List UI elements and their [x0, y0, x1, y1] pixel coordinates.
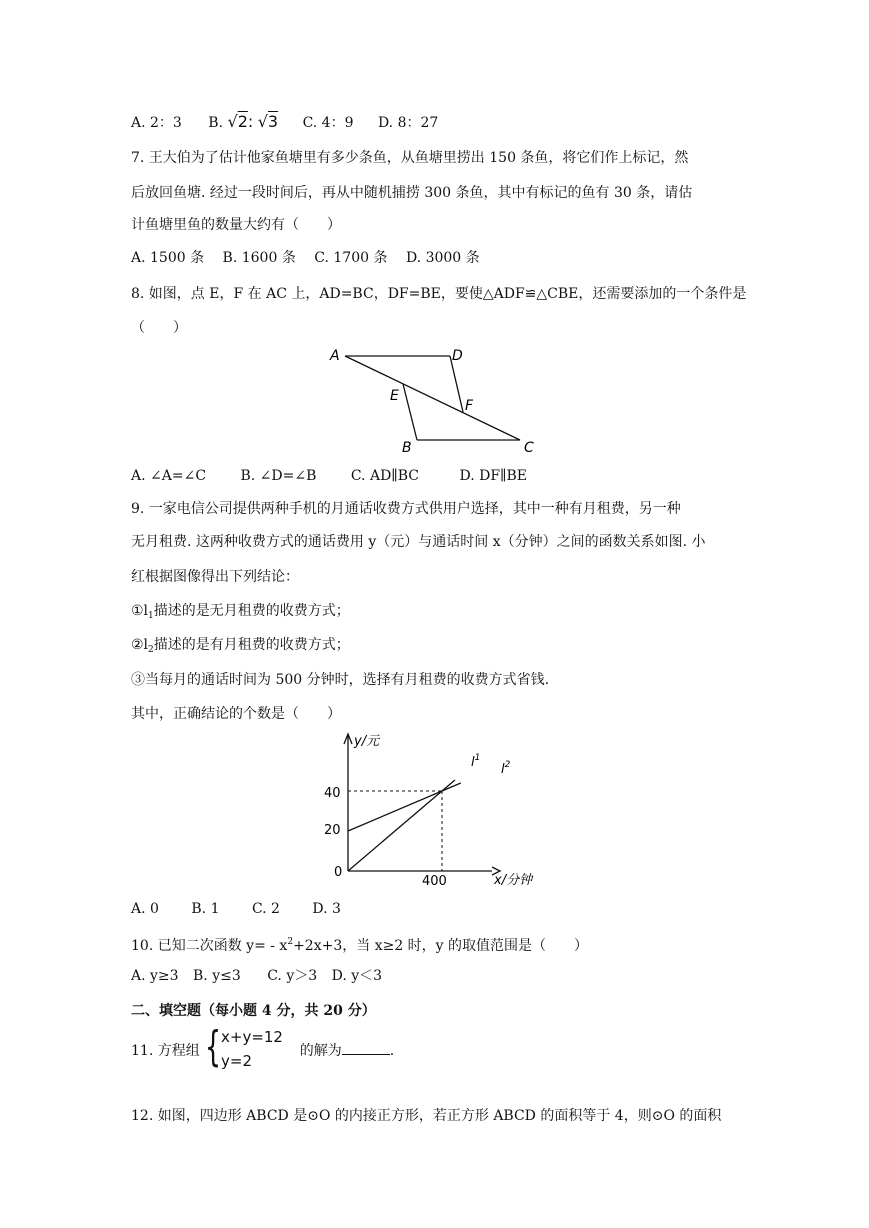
q8-line-1: 8. 如图，点 E，F 在 AC 上，AD=BC，DF=BE，要使△ADF≌△CBE，还需要添加的一个条件是: [131, 286, 747, 302]
y-tick-40: 40: [324, 786, 341, 801]
q11-stem: 11. 方程组 的解为 .: [131, 1040, 394, 1061]
q8-option-b: B. ∠D=∠B: [240, 468, 317, 484]
q9-conclusion-3: ③当每月的通话时间为 500 分钟时，选择有月租费的收费方式省钱.: [131, 672, 550, 688]
line-ac: [345, 356, 520, 440]
q9-conclusion-1: $①l_1$描述的是无月租费的收费方式；: [131, 603, 350, 621]
series-label-l2: $l^2$: [501, 760, 511, 777]
y-axis-label: y/元: [354, 734, 380, 749]
y-tick-20: 20: [324, 823, 341, 838]
q6-option-c: C. 4：9: [302, 115, 354, 131]
q9-option-c: C. 2: [251, 901, 280, 917]
x-tick-400: 400: [422, 874, 447, 889]
q9-question: 其中，正确结论的个数是（ ）: [131, 706, 341, 722]
q7-options: [131, 248, 480, 268]
q8-option-d: D. DF∥BE: [459, 468, 528, 484]
sqrt-3: √3: [257, 112, 279, 131]
q11-answer-blank[interactable]: [342, 1040, 390, 1055]
q7-line-3: 计鱼塘里鱼的数量大约有（ ）: [131, 217, 341, 233]
q10-option-a: A. y≥3: [131, 968, 179, 984]
q10-stem: 10. 已知二次函数 $y= - x^2+2x+3$，当 x≥2 时，y 的取值范围是（ ）: [131, 937, 589, 954]
q9-option-a: A. 0: [131, 901, 159, 917]
q8-option-c: C. AD∥BC: [350, 468, 420, 484]
q7-option-b: B. 1600 条: [222, 250, 296, 266]
label-a: A: [330, 348, 340, 364]
q10-option-c: C. y＞3: [267, 968, 318, 984]
q11-eq-1: x+y=12: [221, 1028, 283, 1046]
line-eb: [403, 384, 417, 440]
q7-option-d: D. 3000 条: [405, 250, 480, 266]
q8-option-a: A. ∠A=∠C: [131, 468, 207, 484]
q9-line-3: 红根据图像得出下列结论：: [131, 569, 299, 585]
q9-line-2: 无月租费. 这两种收费方式的通话费用 y（元）与通话时间 x（分钟）之间的函数关系如图. 小: [131, 534, 706, 550]
label-c: C: [524, 440, 534, 456]
q6-option-d: D. 8：27: [377, 115, 439, 131]
q9-option-d: D. 3: [312, 901, 341, 917]
label-e: E: [390, 388, 399, 404]
q9-chart: [310, 728, 560, 893]
label-d: D: [452, 348, 463, 364]
series-line-l1: [348, 780, 455, 871]
q7-option-a: A. 1500 条: [131, 250, 205, 266]
label-b: B: [402, 440, 412, 456]
q9-line-1: 9. 一家电信公司提供两种手机的月通话收费方式供用户选择，其中一种有月租费，另一种: [131, 501, 681, 517]
line-df: [450, 356, 463, 412]
section-2-heading: 二、填空题（每小题 4 分，共 20 分）: [131, 1003, 376, 1019]
series-label-l1: $l^1$: [471, 753, 481, 770]
q11-equations: [221, 1027, 283, 1071]
q9-option-b: B. 1: [191, 901, 220, 917]
q10-option-b: B. y≤3: [193, 968, 241, 984]
q8-figure: [320, 340, 550, 460]
q9-options: [131, 899, 341, 919]
q8-line-2: （ ）: [131, 320, 187, 336]
q6-option-a: A. 2：3: [131, 115, 182, 131]
label-f: F: [465, 398, 474, 414]
origin-label: 0: [334, 865, 343, 880]
q6-options: [131, 112, 438, 133]
q9-conclusion-2: $②l_2$描述的是有月租费的收费方式；: [131, 637, 350, 655]
q11-eq-2: y=2: [221, 1052, 252, 1070]
q12-line-1: 12. 如图，四边形 ABCD 是⊙O 的内接正方形，若正方形 ABCD 的面积等于 4，则⊙O 的面积: [131, 1108, 722, 1124]
q8-options: [131, 466, 527, 486]
q6-option-b: B. √2: √3: [208, 112, 279, 131]
q7-option-c: C. 1700 条: [314, 250, 388, 266]
q7-line-1: 7. 王大伯为了估计他家鱼塘里有多少条鱼，从鱼塘里捞出 150 条鱼，将它们作上标记，然: [131, 150, 689, 166]
x-axis-label: x/分钟: [494, 873, 533, 888]
q10-option-d: D. y＜3: [331, 968, 383, 984]
q10-options: [131, 966, 382, 986]
sqrt-2: √2: [227, 112, 248, 131]
q11-brace: {: [205, 1022, 222, 1071]
q7-line-2: 后放回鱼塘. 经过一段时间后，再从中随机捕捞 300 条鱼，其中有标记的鱼有 30 条，请估: [131, 185, 693, 201]
